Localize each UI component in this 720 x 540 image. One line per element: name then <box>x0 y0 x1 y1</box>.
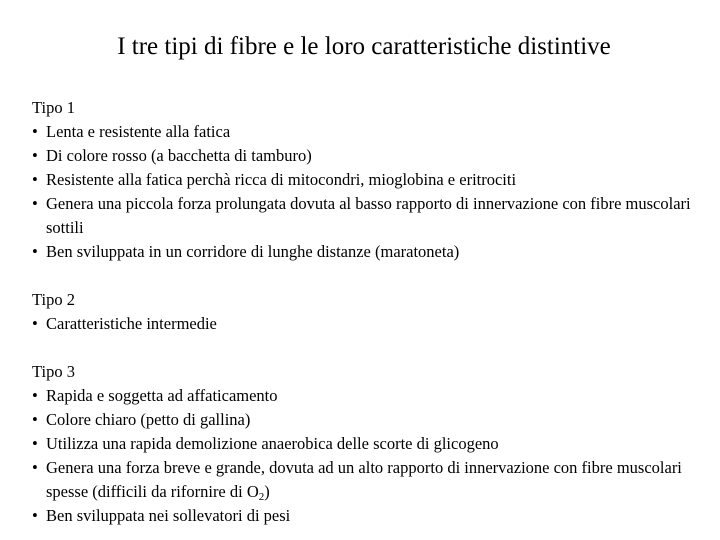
list-item <box>32 192 716 240</box>
list-item-text: Rapida e soggetta ad affaticamento <box>46 386 278 405</box>
section-tipo-2 <box>32 288 716 336</box>
bullet-icon: • <box>32 122 38 141</box>
list-item <box>32 120 716 144</box>
list-item-text: Ben sviluppata nei sollevatori di pesi <box>46 506 291 525</box>
bullet-icon: • <box>32 458 38 477</box>
list-item-text: Genera una piccola forza prolungata dovuta al basso rapporto di innervazione con fibre muscolari sottili <box>46 194 691 237</box>
list-item-text: Ben sviluppata in un corridore di lunghe distanze (maratoneta) <box>46 242 460 261</box>
list-item-text: Lenta e resistente alla fatica <box>46 122 231 141</box>
section-heading: Tipo 1 <box>32 98 75 117</box>
bullet-icon: • <box>32 506 38 525</box>
list-item <box>32 408 716 432</box>
section-tipo-1 <box>32 96 716 264</box>
bullet-icon: • <box>32 314 38 333</box>
list-item-text: Caratteristiche intermedie <box>46 314 217 333</box>
slide-content <box>32 96 716 528</box>
bullet-icon: • <box>32 410 38 429</box>
bullet-icon: • <box>32 146 38 165</box>
bullet-icon: • <box>32 434 38 453</box>
list-item-text-suffix: ) <box>264 482 270 501</box>
oxygen-subscript: 2 <box>258 491 265 503</box>
bullet-icon: • <box>32 170 38 189</box>
list-item <box>32 312 716 336</box>
bullet-icon: • <box>32 242 38 261</box>
bullet-icon: • <box>32 194 38 213</box>
list-item <box>32 504 716 528</box>
section-heading: Tipo 2 <box>32 290 75 309</box>
list-item <box>32 168 716 192</box>
list-item-text <box>46 458 682 501</box>
list-item <box>32 240 716 264</box>
bullet-icon: • <box>32 386 38 405</box>
list-item-text: Di colore rosso (a bacchetta di tamburo) <box>46 146 312 165</box>
list-item <box>32 432 716 456</box>
list-item-text: Resistente alla fatica perchà ricca di mitocondri, mioglobina e eritrociti <box>46 170 517 189</box>
list-item <box>32 384 716 408</box>
list-item-text-main: Genera una forza breve e grande, dovuta ad un alto rapporto di innervazione con fibre muscolari spesse (difficili da rifornire di O <box>46 458 682 501</box>
list-item <box>32 456 716 504</box>
list-item <box>32 144 716 168</box>
section-heading: Tipo 3 <box>32 362 75 381</box>
slide-title: I tre tipi di fibre e le loro caratteristiche distintive <box>117 33 611 60</box>
list-item-text: Colore chiaro (petto di gallina) <box>46 410 251 429</box>
section-tipo-3 <box>32 360 716 528</box>
list-item-text: Utilizza una rapida demolizione anaerobica delle scorte di glicogeno <box>46 434 499 453</box>
